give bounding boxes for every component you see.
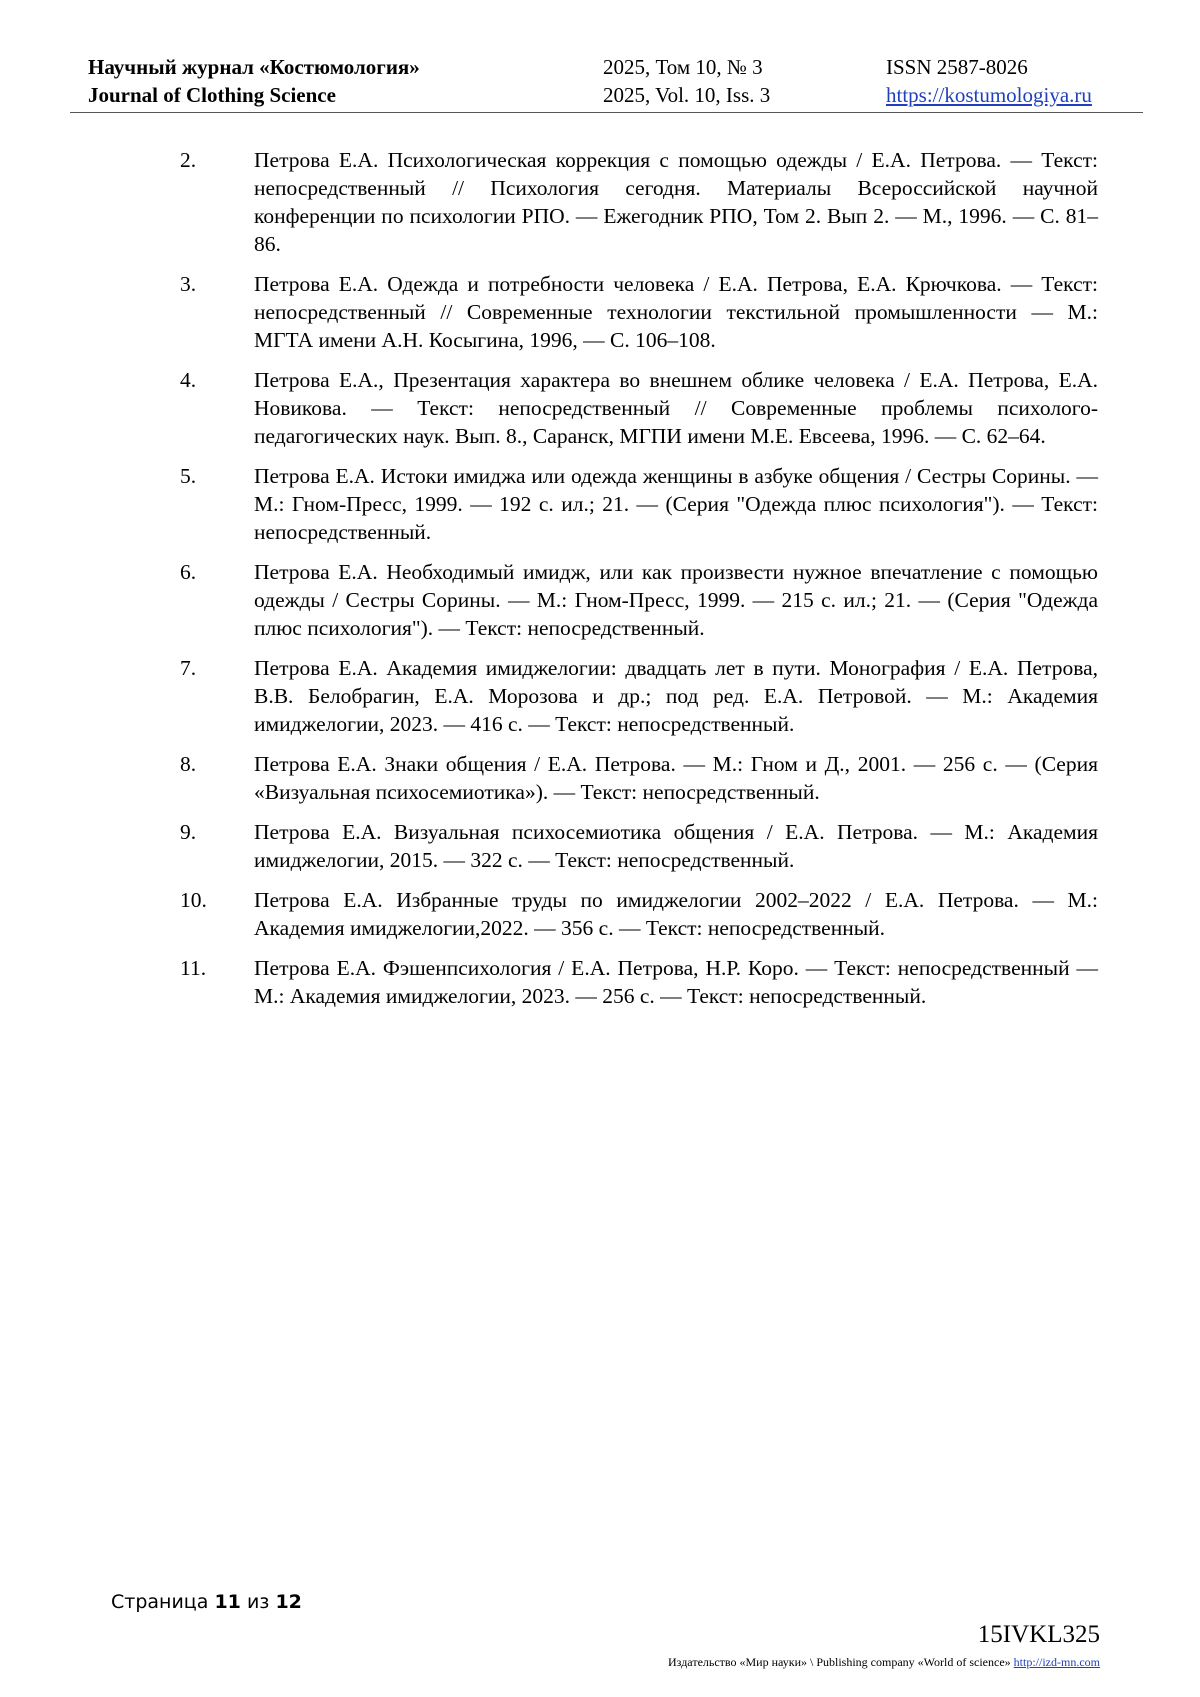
reference-number: 7.	[180, 656, 197, 680]
reference-number: 2.	[180, 148, 197, 172]
page-of: из	[246, 1591, 270, 1613]
publisher-line	[668, 1654, 1100, 1670]
page-total: 12	[275, 1591, 302, 1613]
issn-block	[886, 53, 1092, 109]
article-code: 15IVKL325	[977, 1621, 1100, 1648]
reference-item	[180, 270, 1098, 354]
reference-text: Петрова Е.А. Психологическая коррекция с помощью одежды / Е.А. Петрова. — Текст: непосредственный // Психология сегодня. Материалы Всероссийской научной конференции по психологии РПО. — Ежегодник РПО, Том 2. Вып 2. — М., 1996. — С. 81–86.	[254, 148, 1098, 256]
reference-text: Петрова Е.А. Одежда и потребности человека / Е.А. Петрова, Е.А. Крючкова. — Текст: непосредственный // Современные технологии текстильной промышленности — М.: МГТА имени А.Н. Косыгина, 1996, — С. 106–108.	[254, 272, 1098, 352]
reference-number: 8.	[180, 752, 197, 776]
reference-item	[180, 462, 1098, 546]
reference-item	[180, 654, 1098, 738]
reference-item	[180, 366, 1098, 450]
reference-item	[180, 558, 1098, 642]
reference-text: Петрова Е.А. Знаки общения / Е.А. Петрова. — М.: Гном и Д., 2001. — 256 с. — (Серия «Визуальная психосемиотика»). — Текст: непосредственный.	[254, 752, 1098, 804]
issue-ru: 2025, Том 10, № 3	[603, 55, 763, 79]
publisher-text: Издательство «Мир науки» \ Publishing company «World of science»	[668, 1655, 1011, 1669]
reference-number: 11.	[180, 956, 207, 980]
reference-item	[180, 954, 1098, 1010]
page-label: Страница	[111, 1591, 209, 1613]
reference-number: 6.	[180, 560, 197, 584]
issue-block	[603, 53, 770, 109]
journal-title-block	[88, 53, 420, 109]
page-indicator	[111, 1590, 302, 1614]
journal-title-en: Journal of Clothing Science	[88, 83, 336, 107]
reference-text: Петрова Е.А. Визуальная психосемиотика общения / Е.А. Петрова. — М.: Академия имиджелогии, 2015. — 322 с. — Текст: непосредственный.	[254, 820, 1098, 872]
page-header	[88, 53, 1143, 113]
journal-title-ru: Научный журнал «Костюмология»	[88, 55, 420, 79]
reference-number: 9.	[180, 820, 197, 844]
reference-list	[180, 146, 1098, 1022]
reference-number: 3.	[180, 272, 197, 296]
issue-en: 2025, Vol. 10, Iss. 3	[603, 83, 771, 107]
reference-number: 10.	[180, 888, 207, 912]
reference-text: Петрова Е.А. Академия имиджелогии: двадцать лет в пути. Монография / Е.А. Петрова, В.В. Белобрагин, Е.А. Морозова и др.; под ред. Е.А. Петровой. — М.: Академия имиджелогии, 2023. — 416 с. — Текст: непосредственный.	[254, 656, 1098, 736]
header-divider	[70, 112, 1143, 113]
journal-url-link[interactable]: https://kostumologiya.ru	[886, 83, 1092, 107]
page-current: 11	[214, 1591, 241, 1613]
reference-text: Петрова Е.А., Презентация характера во внешнем облике человека / Е.А. Петрова, Е.А. Новикова. — Текст: непосредственный // Современные проблемы психолого-педагогических наук. Вып. 8., Саранск, МГПИ имени М.Е. Евсеева, 1996. — С. 62–64.	[254, 368, 1098, 448]
reference-item	[180, 818, 1098, 874]
reference-item	[180, 750, 1098, 806]
reference-text: Петрова Е.А. Необходимый имидж, или как произвести нужное впечатление с помощью одежды / Сестры Сорины. — М.: Гном-Пресс, 1999. — 215 с. ил.; 21. — (Серия "Одежда плюс психология"). — Текст: непосредственный.	[254, 560, 1098, 640]
reference-number: 4.	[180, 368, 197, 392]
issn: ISSN 2587-8026	[886, 55, 1028, 79]
reference-item	[180, 886, 1098, 942]
reference-text: Петрова Е.А. Избранные труды по имиджелогии 2002–2022 / Е.А. Петрова. — М.: Академия имиджелогии,2022. — 356 с. — Текст: непосредственный.	[254, 888, 1098, 940]
reference-text: Петрова Е.А. Истоки имиджа или одежда женщины в азбуке общения / Сестры Сорины. — М.: Гном-Пресс, 1999. — 192 с. ил.; 21. — (Серия "Одежда плюс психология"). — Текст: непосредственный.	[254, 464, 1098, 544]
publisher-link[interactable]: http://izd-mn.com	[1013, 1655, 1100, 1669]
reference-number: 5.	[180, 464, 197, 488]
reference-item	[180, 146, 1098, 258]
reference-text: Петрова Е.А. Фэшенпсихология / Е.А. Петрова, Н.Р. Коро. — Текст: непосредственный — М.: Академия имиджелогии, 2023. — 256 с. — Текст: непосредственный.	[254, 956, 1098, 1008]
